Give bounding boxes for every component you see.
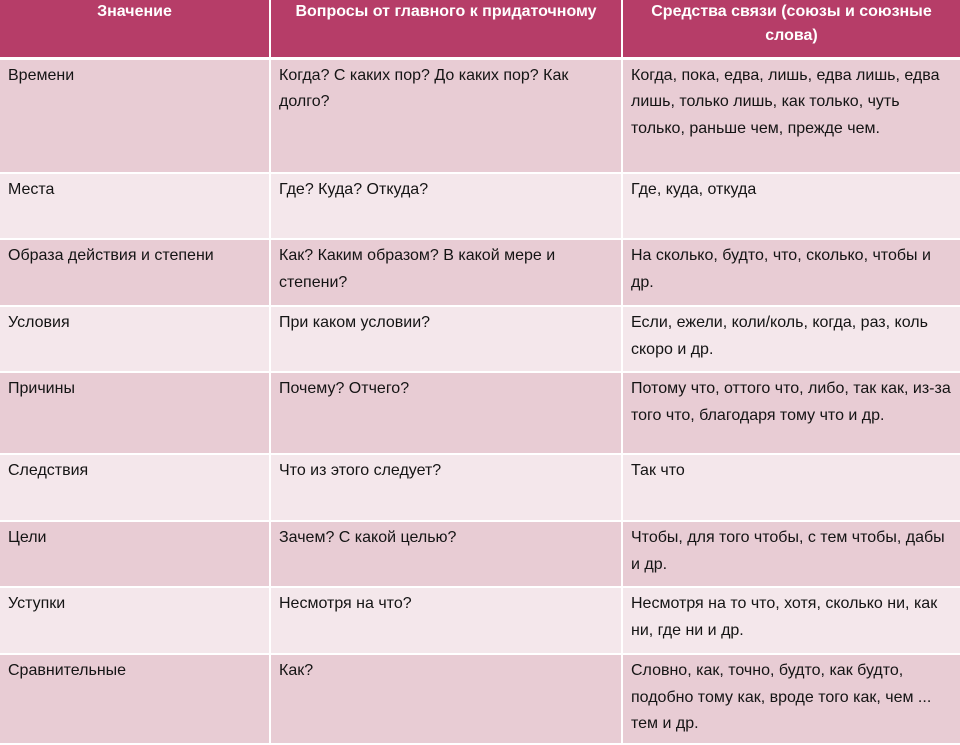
cell-meaning: Сравнительные (0, 654, 270, 744)
cell-meaning: Следствия (0, 454, 270, 521)
cell-means: Где, куда, откуда (622, 173, 960, 239)
cell-means: Чтобы, для того чтобы, с тем чтобы, дабы и др. (622, 521, 960, 587)
table-row (0, 654, 960, 744)
cell-meaning: Уступки (0, 587, 270, 654)
cell-questions: Когда? С каких пор? До каких пор? Как долго? (270, 58, 622, 173)
cell-questions: Несмотря на что? (270, 587, 622, 654)
cell-meaning: Условия (0, 306, 270, 372)
cell-meaning: Места (0, 173, 270, 239)
table-row (0, 58, 960, 173)
cell-meaning: Образа действия и степени (0, 239, 270, 306)
table-row (0, 239, 960, 306)
cell-questions: Почему? Отчего? (270, 372, 622, 454)
cell-questions: Зачем? С какой целью? (270, 521, 622, 587)
cell-means: Потому что, оттого что, либо, так как, из-за того что, благодаря тому что и др. (622, 372, 960, 454)
cell-means: Если, ежели, коли/коль, когда, раз, коль скоро и др. (622, 306, 960, 372)
cell-means: Когда, пока, едва, лишь, едва лишь, едва лишь, только лишь, как только, чуть только, раньше чем, прежде чем. (622, 58, 960, 173)
cell-means: Словно, как, точно, будто, как будто, подобно тому как, вроде того как, чем ... тем и др. (622, 654, 960, 744)
cell-questions: При каком условии? (270, 306, 622, 372)
cell-questions: Как? (270, 654, 622, 744)
table-row (0, 521, 960, 587)
table-row (0, 173, 960, 239)
table-row (0, 306, 960, 372)
cell-means: Так что (622, 454, 960, 521)
header-means: Средства связи (союзы и союзные слова) (622, 0, 960, 58)
table-row (0, 372, 960, 454)
header-questions: Вопросы от главного к придаточному (270, 0, 622, 58)
table-row (0, 587, 960, 654)
cell-meaning: Цели (0, 521, 270, 587)
table-row (0, 454, 960, 521)
cell-questions: Где? Куда? Откуда? (270, 173, 622, 239)
header-meaning: Значение (0, 0, 270, 58)
cell-meaning: Времени (0, 58, 270, 173)
cell-means: На сколько, будто, что, сколько, чтобы и др. (622, 239, 960, 306)
cell-means: Несмотря на то что, хотя, сколько ни, как ни, где ни и др. (622, 587, 960, 654)
table-header-row (0, 0, 960, 58)
cell-questions: Как? Каким образом? В какой мере и степени? (270, 239, 622, 306)
cell-questions: Что из этого следует? (270, 454, 622, 521)
cell-meaning: Причины (0, 372, 270, 454)
